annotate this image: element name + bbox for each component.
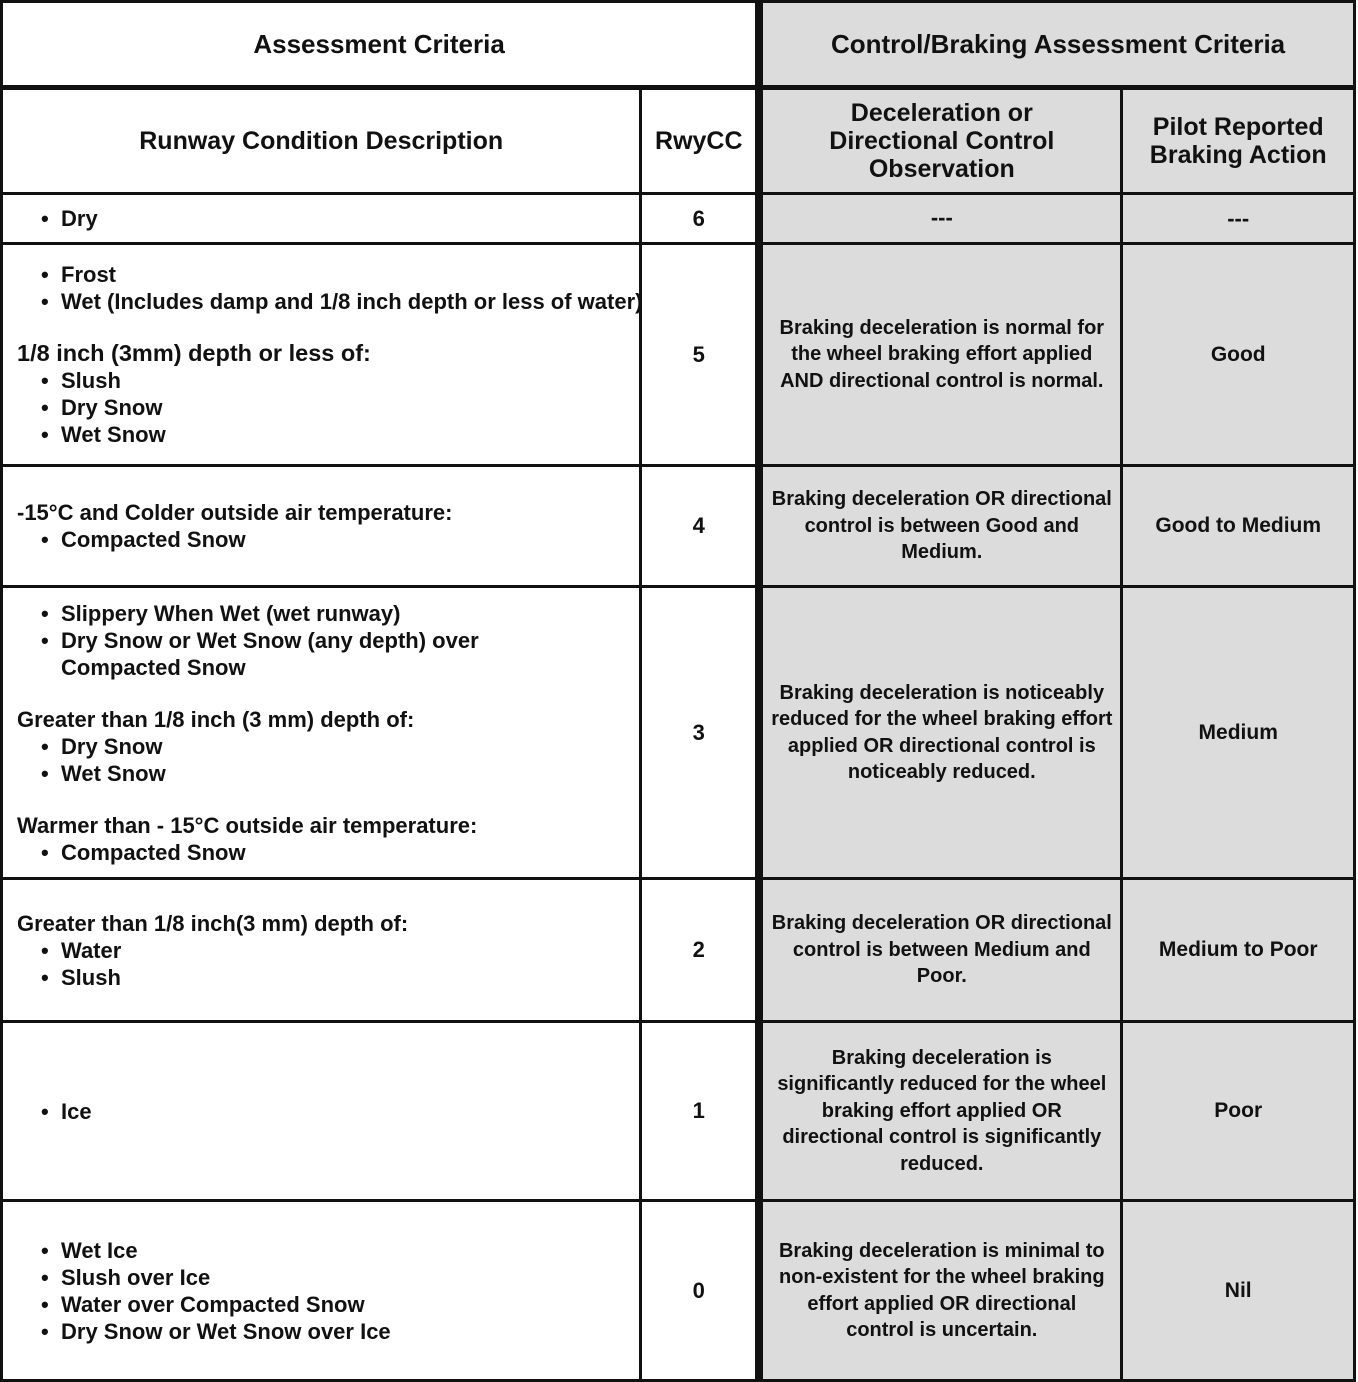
deceleration-observation-header	[759, 88, 1122, 194]
rwycc-label: RwyCC	[655, 127, 743, 155]
condition-bullet-item: • Dry Snow or Wet Snow over Ice	[17, 1318, 639, 1345]
header-row-main	[2, 2, 1355, 88]
condition-description-cell	[2, 587, 641, 879]
table-row	[2, 879, 1355, 1022]
rwycc-value: 1	[641, 1022, 759, 1201]
condition-bullet-item: • Wet Ice	[17, 1237, 639, 1264]
deceleration-observation-cell: Braking deceleration OR directional control is between Good and Medium.	[759, 466, 1122, 587]
condition-bullet-item: • Slippery When Wet (wet runway)	[17, 600, 639, 627]
condition-bullet-item: • Wet (Includes damp and 1/8 inch depth or less of water)	[17, 288, 639, 315]
condition-heading: Greater than 1/8 inch(3 mm) depth of:	[17, 910, 409, 936]
pilot-reported-braking-label: Pilot Reported Braking Action	[1149, 113, 1327, 169]
assessment-criteria-header	[2, 2, 760, 88]
braking-action-cell: Good to Medium	[1122, 466, 1355, 587]
condition-bullet-item: • Dry Snow or Wet Snow (any depth) over	[17, 627, 639, 654]
braking-action-cell: Good	[1122, 244, 1355, 466]
condition-description-cell	[2, 194, 641, 244]
braking-action-cell: Nil	[1122, 1201, 1355, 1381]
rwycc-value: 3	[641, 587, 759, 879]
spacer	[17, 315, 639, 340]
condition-heading: -15°C and Colder outside air temperature:	[17, 500, 453, 525]
condition-description-cell	[2, 879, 641, 1022]
runway-condition-description-label: Runway Condition Description	[139, 127, 504, 155]
condition-heading: Warmer than - 15°C outside air temperature:	[17, 812, 478, 838]
control-braking-criteria-header	[759, 2, 1354, 88]
deceleration-observation-cell: Braking deceleration is significantly reduced for the wheel braking effort applied OR directional control is significantly reduced.	[759, 1022, 1122, 1201]
rwycc-value: 0	[641, 1201, 759, 1381]
deceleration-observation-cell: Braking deceleration is minimal to non-existent for the wheel braking effort applied OR directional control is uncertain.	[759, 1201, 1122, 1381]
table-row	[2, 1201, 1355, 1381]
table-row	[2, 466, 1355, 587]
table-row	[2, 194, 1355, 244]
condition-bullet-item: • Compacted Snow	[17, 526, 639, 553]
rwycc-value: 4	[641, 466, 759, 587]
braking-action-cell: Medium to Poor	[1122, 879, 1355, 1022]
condition-bullet-item: • Slush	[17, 367, 639, 394]
deceleration-observation-cell: Braking deceleration OR directional control is between Medium and Poor.	[759, 879, 1122, 1022]
pilot-reported-braking-header	[1122, 88, 1355, 194]
deceleration-observation-cell: Braking deceleration is normal for the wheel braking effort applied AND directional control is normal.	[759, 244, 1122, 466]
table-row	[2, 587, 1355, 879]
spacer	[17, 681, 639, 706]
table-row	[2, 1022, 1355, 1201]
condition-bullet-item: • Slush	[17, 964, 639, 991]
rwycc-value: 2	[641, 879, 759, 1022]
condition-bullet-item: • Water	[17, 937, 639, 964]
condition-description-cell	[2, 244, 641, 466]
braking-action-cell: Poor	[1122, 1022, 1355, 1201]
rwycc-value: 6	[641, 194, 759, 244]
condition-bullet-item: • Dry	[17, 205, 639, 232]
rwycc-header	[641, 88, 759, 194]
condition-bullet-item: • Dry Snow	[17, 394, 639, 421]
condition-bullet-item: • Wet Snow	[17, 421, 639, 448]
condition-bullet-continuation: Compacted Snow	[61, 654, 246, 680]
condition-bullet-item: • Water over Compacted Snow	[17, 1291, 639, 1318]
condition-description-cell	[2, 1201, 641, 1381]
condition-description-cell	[2, 466, 641, 587]
spacer	[17, 787, 639, 812]
condition-bullet-item: • Ice	[17, 1098, 639, 1125]
condition-bullet-item: • Slush over Ice	[17, 1264, 639, 1291]
control-braking-criteria-label: Control/Braking Assessment Criteria	[830, 28, 1286, 59]
condition-bullet-item: • Frost	[17, 261, 639, 288]
condition-bullet-item: • Wet Snow	[17, 760, 639, 787]
braking-action-cell: Medium	[1122, 587, 1355, 879]
assessment-criteria-label: Assessment Criteria	[253, 28, 505, 59]
braking-action-cell: ---	[1122, 194, 1355, 244]
deceleration-observation-label: Deceleration or Directional Control Observation	[829, 99, 1055, 183]
header-row-sub	[2, 88, 1355, 194]
rwycc-value: 5	[641, 244, 759, 466]
condition-heading: Greater than 1/8 inch (3 mm) depth of:	[17, 706, 415, 732]
deceleration-observation-cell: ---	[759, 194, 1122, 244]
runway-condition-description-header	[2, 88, 641, 194]
condition-bullet-item: • Compacted Snow	[17, 839, 639, 866]
condition-heading: 1/8 inch (3mm) depth or less of:	[17, 340, 371, 366]
condition-bullet-item: • Dry Snow	[17, 733, 639, 760]
table-row	[2, 244, 1355, 466]
condition-description-cell	[2, 1022, 641, 1201]
deceleration-observation-cell: Braking deceleration is noticeably reduced for the wheel braking effort applied OR directional control is noticeably reduced.	[759, 587, 1122, 879]
